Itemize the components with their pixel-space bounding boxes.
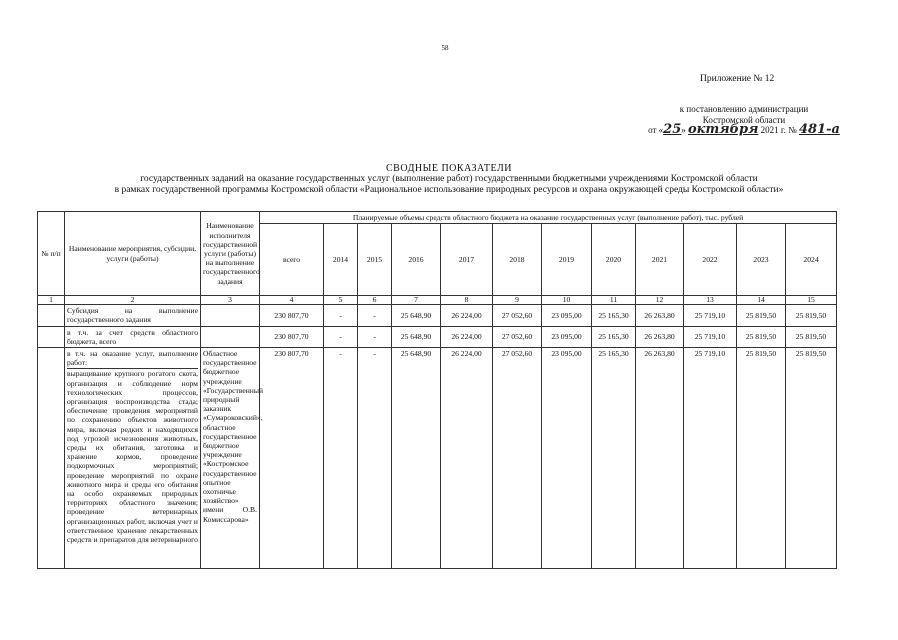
column-number: 8 [441,296,493,305]
row-executor [201,305,260,326]
value-cell: - [358,305,392,326]
column-number: 5 [324,296,358,305]
value-cell: 25 648,90 [392,305,441,326]
handwritten-day: 25 [663,122,682,137]
value-cell: 25 719,10 [684,305,737,326]
header-year: 2016 [392,224,441,296]
value-cell: 26 224,00 [441,348,493,569]
resolution-date-line [644,122,844,137]
handwritten-month: октября [688,122,759,137]
row-executor [201,326,260,347]
row-name [65,348,201,569]
value-cell: 25 719,10 [684,348,737,569]
resolution-reference [644,104,844,136]
value-cell: 230 807,70 [260,305,324,326]
value-cell: 25 819,50 [786,326,837,347]
page-number: 58 [441,44,449,52]
header-year: 2022 [684,224,737,296]
row-executor: Областное государственное бюджетное учреждение «Государственный природный заказник «Сумароковский», областное государственное бюджетное учреждение «Костромское государственное опытное охотничье хозяйство» имени О.В. Комиссарова» [201,348,260,569]
value-cell: - [324,326,358,347]
date-mid: » [681,125,686,135]
value-cell: 27 052,60 [493,348,542,569]
title-heading: СВОДНЫЕ ПОКАЗАТЕЛИ [386,163,512,174]
value-cell: - [358,348,392,569]
column-number: 6 [358,296,392,305]
header-year: всего [260,224,324,296]
row-num [38,305,65,326]
column-number: 10 [542,296,592,305]
date-prefix: от « [648,125,664,135]
value-cell: 230 807,70 [260,326,324,347]
header-num: № п/п [38,212,65,296]
value-cell: 25 648,90 [392,326,441,347]
row-num [38,348,65,569]
header-name: Наименование мероприятия, субсидии, услуги (работы) [65,212,201,296]
title-line-2: государственных заданий на оказание государственных услуг (выполнение работ) государственными бюджетными учреждениями Костромской области [140,174,758,184]
header-year: 2024 [786,224,837,296]
column-number: 4 [260,296,324,305]
value-cell: - [324,305,358,326]
column-number: 15 [786,296,837,305]
column-number: 11 [592,296,636,305]
value-cell: 25 719,10 [684,326,737,347]
header-year: 2021 [636,224,684,296]
header-year: 2014 [324,224,358,296]
value-cell: 23 095,00 [542,326,592,347]
value-cell: 25 165,30 [592,326,636,347]
resolution-line-2: Костромской области [702,114,786,125]
indicators-table [37,211,837,569]
row-num [38,326,65,347]
value-cell: 23 095,00 [542,305,592,326]
value-cell: 25 165,30 [592,348,636,569]
header-year: 2015 [358,224,392,296]
value-cell: 25 819,50 [786,305,837,326]
header-executor: Наименование исполнителя государственной услуги (работы) на выполнение государственного задания [201,212,260,296]
value-cell: 27 052,60 [493,326,542,347]
row-name-lead: в т.ч. на оказание услуг, выполнение работ: [67,349,198,368]
value-cell: 26 263,80 [636,348,684,569]
value-cell: - [324,348,358,569]
value-cell: 25 648,90 [392,348,441,569]
row-name-detail: выращивание крупного рогатого скота, организация и соблюдение норм технологических процессов, организация воспроизводства стада; обеспечение проведения мероприятий по сохранению объектов животного мира, включая редких и находящихся под угрозой исчезновения животных, среды их обитания, заготовка и хранение кормов, проведение подкормочных мероприятий; проведение мероприятий по охране животного мира и среды его обитания на особо охраняемых природных территориях областного значения; проведение ветеринарных организационных работ, включая учет и ответственное хранение лекарственных средств и препаратов для ветеринарного [67,369,198,545]
indicators-table-wrapper [37,211,836,569]
resolution-line-1: к постановлению администрации [679,104,809,114]
value-cell: 27 052,60 [493,305,542,326]
row-name: Субсидия на выполнение государственного задания [65,305,201,326]
value-cell: 25 819,50 [786,348,837,569]
value-cell: 25 819,50 [737,326,786,347]
column-number: 1 [38,296,65,305]
appendix-label: Приложение № 12 [700,74,775,84]
value-cell: 26 263,80 [636,326,684,347]
column-number: 7 [392,296,441,305]
row-name: в т.ч. за счет средств областного бюджета, всего [65,326,201,347]
value-cell: 25 819,50 [737,348,786,569]
date-year: 2021 г. № [760,125,797,135]
header-year: 2020 [592,224,636,296]
row-name-clip [67,349,198,567]
header-year: 2019 [542,224,592,296]
value-cell: 230 807,70 [260,348,324,569]
value-cell: 26 263,80 [636,305,684,326]
value-cell: 25 165,30 [592,305,636,326]
document-title [0,163,898,196]
column-number: 9 [493,296,542,305]
header-planned: Планируемые объемы средств областного бюджета на оказание государственных услуг (выполнение работ), тыс. рублей [260,212,837,224]
value-cell: - [358,326,392,347]
value-cell: 25 819,50 [737,305,786,326]
header-year: 2017 [441,224,493,296]
table-row-regional-budget [38,326,837,347]
column-number: 13 [684,296,737,305]
header-year: 2018 [493,224,542,296]
column-number-row [38,296,837,305]
table-row-services [38,348,837,569]
header-year: 2023 [737,224,786,296]
value-cell: 26 224,00 [441,326,493,347]
column-number: 3 [201,296,260,305]
handwritten-number: 481-а [798,122,840,137]
value-cell: 23 095,00 [542,348,592,569]
column-number: 14 [737,296,786,305]
table-row-subsidy [38,305,837,326]
column-number: 12 [636,296,684,305]
column-number: 2 [65,296,201,305]
value-cell: 26 224,00 [441,305,493,326]
title-line-3: в рамках государственной программы Костромской области «Рациональное использование природных ресурсов и охрана окружающей среды Костромской области» [114,185,784,195]
